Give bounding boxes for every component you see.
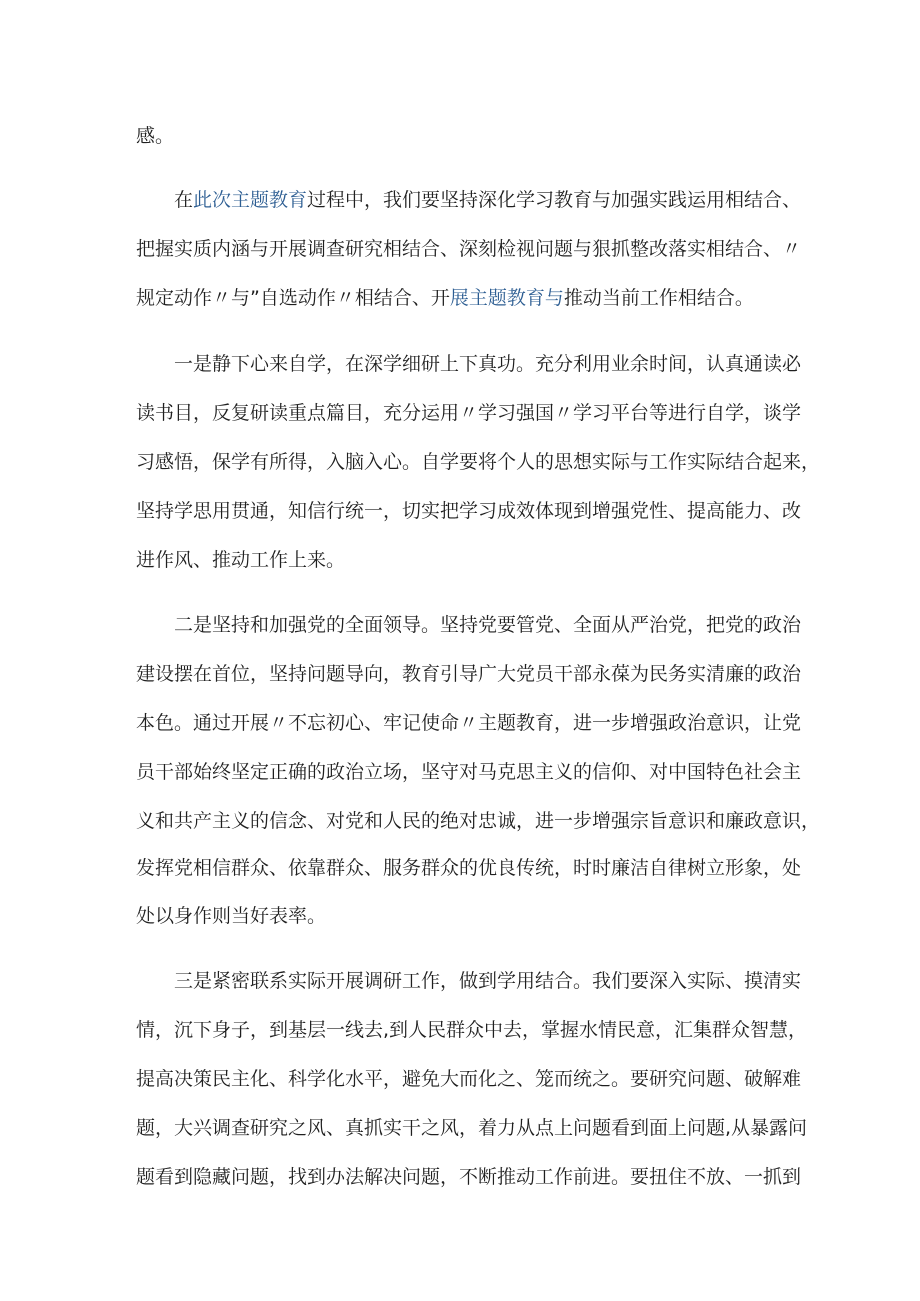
highlighted-phrase: 此次主题教育 (193, 189, 308, 211)
paragraph-line: 发挥党相信群众、依靠群众、服务群众的优良传统，时时廉洁自律树立形象，处 (136, 857, 802, 879)
paragraph-line: 一是静下心来自学，在深学细研上下真功。充分利用业余时间，认真通读必 (174, 353, 802, 375)
paragraph-line: 规定动作〃与”自选动作〃相结合、开展主题教育与推动当前工作相结合。 (136, 287, 754, 309)
paragraph-line: 建设摆在首位，坚持问题导向，教育引导广大党员干部永葆为民务实清廉的政治 (136, 663, 802, 685)
highlighted-phrase: 展主题教育与 (449, 287, 564, 309)
paragraph-line: 进作风、推动工作上来。 (136, 549, 346, 571)
paragraph-line: 提高决策民主化、科学化水平，避免大而化之、笼而统之。要研究问题、破解难 (136, 1068, 802, 1090)
paragraph-line: 义和共产主义的信念、对党和人民的绝对忠诚，进一步增强宗旨意识和廉政意识， (136, 810, 821, 832)
paragraph-line: 习感悟，保学有所得，入脑入心。自学要将个人的思想实际与工作实际结合起来， (136, 451, 821, 473)
paragraph-line: 题看到隐藏问题，找到办法解决问题，不断推动工作前进。要扭住不放、一抓到 (136, 1166, 802, 1188)
paragraph-line: 处以身作则当好表率。 (136, 905, 327, 927)
paragraph-line: 三是紧密联系实际开展调研工作，做到学用结合。我们要深入实际、摸清实 (174, 970, 802, 992)
paragraph-line: 题，大兴调查研究之风、真抓实干之风，着力从点上问题看到面上问题,从暴露问 (136, 1117, 808, 1139)
paragraph-line: 坚持学思用贯通，知信行统一，切实把学习成效体现到增强党性、提高能力、改 (136, 500, 802, 522)
paragraph-line: 员干部始终坚定正确的政治立场，坚守对马克思主义的信仰、对中国特色社会主 (136, 761, 802, 783)
paragraph-line: 读书目，反复研读重点篇目，充分运用〃学习强国〃学习平台等进行自学，谈学 (136, 402, 802, 424)
paragraph-line: 在此次主题教育过程中，我们要坚持深化学习教育与加强实践运用相结合、 (174, 189, 802, 211)
paragraph-line: 把握实质内涵与开展调查研究相结合、深刻检视问题与狠抓整改落实相结合、〃 (136, 238, 802, 260)
paragraph-line: 本色。通过开展〃不忘初心、牢记使命〃主题教育，进一步增强政治意识，让党 (136, 712, 802, 734)
paragraph-line: 二是坚持和加强党的全面领导。坚持党要管党、全面从严治党，把党的政治 (174, 614, 802, 636)
paragraph-line: 感。 (136, 125, 175, 147)
paragraph-line: 情，沉下身子，到基层一线去,到人民群众中去，掌握水情民意，汇集群众智慧， (136, 1019, 808, 1041)
